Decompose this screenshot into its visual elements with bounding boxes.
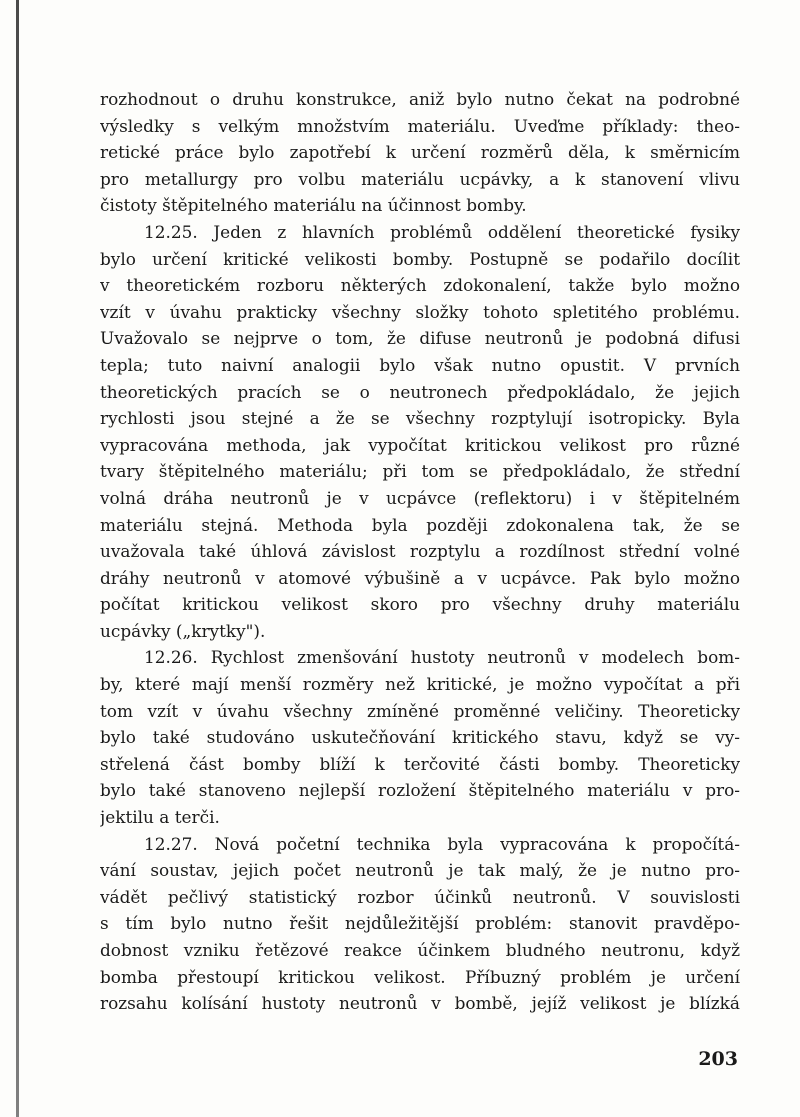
- text-line: rychlosti jsou stejné a že se všechny rozptylují isotropicky. Byla: [100, 408, 740, 429]
- text-line: retické práce bylo zapotřebí k určení rozměrů děla, k směrnicím: [100, 142, 740, 163]
- text-line: v theoretickém rozboru některých zdokonalení, takže bylo možno: [100, 275, 740, 296]
- text-line: výsledky s velkým množstvím materiálu. Uveďme příklady: theo-: [100, 115, 740, 136]
- text-line: Uvažovalo se nejprve o tom, že difuse neutronů je podobná difusi: [100, 328, 740, 349]
- text-line: dráhy neutronů v atomové výbušině a v ucpávce. Pak bylo možno: [100, 567, 740, 588]
- text-line: rozhodnout o druhu konstrukce, aniž bylo nutno čekat na podrobné: [100, 89, 740, 109]
- paragraph-12-25-start: 12.25. Jeden z hlavních problémů oddělení theoretické fysiky: [144, 221, 740, 242]
- text-line: vádět pečlivý statistický rozbor účinků neutronů. V souvislosti: [100, 886, 740, 907]
- text-line: bylo určení kritické velikosti bomby. Postupně se podařilo docílit: [100, 248, 740, 269]
- binding-edge: [16, 0, 19, 1117]
- paragraph-12-26-start: 12.26. Rychlost zmenšování hustoty neutronů v modelech bom-: [144, 647, 740, 668]
- text-line: střelená část bomby blíží k terčovité části bomby. Theoreticky: [100, 753, 740, 774]
- text-line: čistoty štěpitelného materiálu na účinnost bomby.: [100, 195, 527, 216]
- paragraph-12-27-start: 12.27. Nová početní technika byla vypracována k propočítá-: [144, 833, 740, 854]
- text-line: pro metallurgy pro volbu materiálu ucpávky, a k stanovení vlivu: [100, 168, 740, 189]
- text-line: dobnost vzniku řetězové reakce účinkem bludného neutronu, když: [100, 940, 740, 960]
- text-line: vypracována methoda, jak vypočítat kritickou velikost pro různé: [100, 434, 740, 455]
- page-number: 203: [698, 1048, 738, 1070]
- text-line: bylo také studováno uskutečňování kritického stavu, když se vy-: [100, 727, 740, 748]
- text-line: vzít v úvahu prakticky všechny složky tohoto spletitého problému.: [100, 301, 740, 322]
- text-line: materiálu stejná. Methoda byla později zdokonalena tak, že se: [100, 514, 740, 535]
- text-line: by, které mají menší rozměry než kritické, je možno vypočítat a při: [100, 674, 740, 695]
- text-line: bylo také stanoveno nejlepší rozložení štěpitelného materiálu v pro-: [100, 780, 740, 801]
- text-line: tom vzít v úvahu všechny zmíněné proměnné veličiny. Theoreticky: [100, 700, 740, 721]
- text-line: theoretických pracích se o neutronech předpokládalo, že jejich: [100, 381, 740, 402]
- text-line: vání soustav, jejich počet neutronů je tak malý, že je nutno pro-: [100, 860, 740, 881]
- text-line: tepla; tuto naivní analogii bylo však nutno opustit. V prvních: [100, 354, 740, 375]
- text-line: ucpávky („krytky").: [100, 620, 266, 641]
- text-line: volná dráha neutronů je v ucpávce (reflektoru) i v štěpitelném: [100, 487, 740, 508]
- text-line: bomba přestoupí kritickou velikost. Příbuzný problém je určení: [100, 966, 740, 987]
- text-line: uvažovala také úhlová závislost rozptylu a rozdílnost střední volné: [100, 541, 740, 562]
- text-line: jektilu a terči.: [100, 807, 220, 828]
- text-line: s tím bylo nutno řešit nejdůležitější problém: stanovit pravděpo-: [100, 913, 740, 934]
- text-line: počítat kritickou velikost skoro pro všechny druhy materiálu: [100, 594, 740, 615]
- text-line: rozsahu kolísání hustoty neutronů v bombě, jejíž velikost je blízká: [100, 993, 740, 1014]
- text-line: tvary štěpitelného materiálu; při tom se předpokládalo, že střední: [100, 461, 740, 482]
- body-text: [100, 86, 740, 1017]
